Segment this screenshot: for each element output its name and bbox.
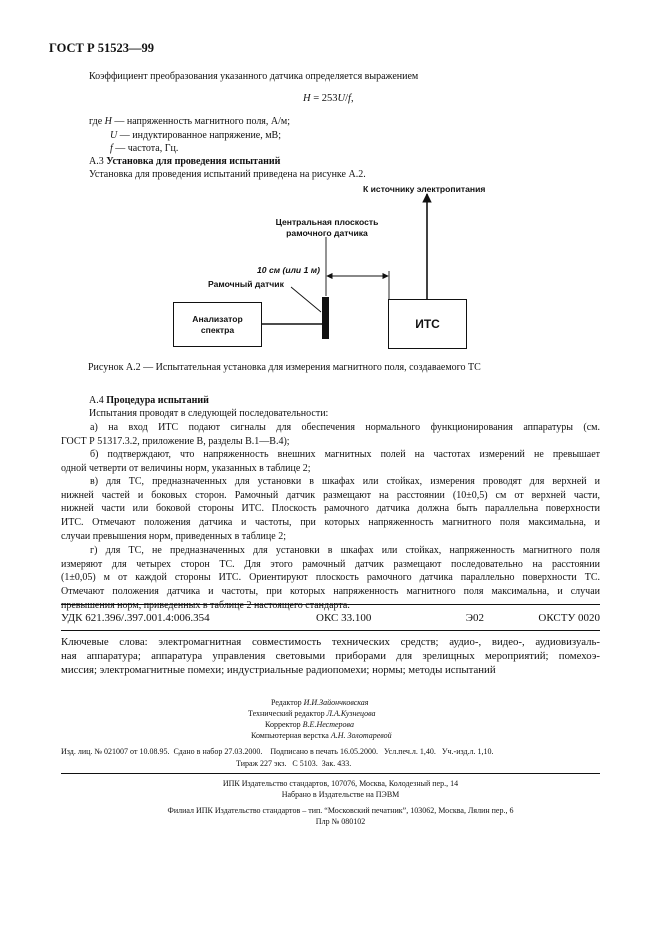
credit-role: Редактор xyxy=(271,698,304,707)
section-number: А.3 xyxy=(89,156,107,167)
oks-code: ОКС 33.100 xyxy=(316,612,372,624)
section-title: Процедура испытаний xyxy=(106,395,209,406)
item-a xyxy=(61,421,600,448)
e-code: Э02 xyxy=(465,612,484,624)
keywords-line: ная аппаратура; аппаратура управления световыми приборами для зрелищных мероприятий; помехоэ- xyxy=(61,649,600,662)
credit-name: И.И.Зайончковская xyxy=(303,698,369,707)
item-line: в) для ТС, предназначенных для установки в шкафах или стойках, измерения проводят для верхней и xyxy=(90,476,600,487)
formula-u: U xyxy=(337,93,346,104)
plane-label-line-2: рамочного датчика xyxy=(286,228,368,238)
where-sym: H xyxy=(104,116,112,127)
imprint-line-1: Изд. лиц. № 021007 от 10.08.95. Сдано в набор 27.03.2000. Подписано в печать 16.05.2000. Усл.печ.л. 1,40. Уч.-изд.л. 1,10. xyxy=(61,747,494,756)
item-line: г) для ТС, не предназначенных для установки в шкафах или стойках, напряженность магнитного поля xyxy=(90,545,600,556)
formula xyxy=(303,93,354,104)
page-header: ГОСТ Р 51523—99 xyxy=(49,41,155,55)
formula-end: , xyxy=(350,93,354,104)
credit-name: А.Н. Золотаревой xyxy=(330,731,392,740)
item-c xyxy=(61,475,600,544)
plane-label-line-1: Центральная плоскость xyxy=(275,217,379,227)
where-prefix: где xyxy=(89,116,105,127)
item-line: превышения норм, приведенных в таблице 2 настоящего стандарта. xyxy=(61,599,350,611)
keywords-line: Ключевые слова: электромагнитная совместимость технических средств; аудио-, видео-, аудиовизуаль- xyxy=(61,636,600,648)
where-sym: U xyxy=(110,130,118,141)
section-a4-intro: Испытания проводят в следующей последовательности: xyxy=(89,408,329,419)
publisher xyxy=(0,778,661,827)
item-line: ИТС. Отмечают положения датчика и частоты, при которых напряженность магнитного поля максимальна, и xyxy=(61,517,600,529)
credits xyxy=(0,697,661,741)
divider xyxy=(61,773,600,774)
item-line: Отмечают положения датчика и частоты, при которых напряженность магнитного поля максимальна, и случаи xyxy=(61,586,600,598)
imprint-line-2: Тираж 227 экз. С 5103. Зак. 433. xyxy=(236,759,352,768)
where-line-h xyxy=(89,115,290,129)
credit-name: Л.А.Кузнецова xyxy=(326,709,376,718)
divider xyxy=(61,630,600,631)
where-line-f xyxy=(110,142,178,156)
analyzer-line-2: спектра xyxy=(200,324,235,335)
figure-caption: Рисунок А.2 — Испытательная установка для измерения магнитного поля, создаваемого ТС xyxy=(88,362,481,373)
publisher-line: ИПК Издательство стандартов, 107076, Москва, Колодезный пер., 14 xyxy=(222,779,459,788)
publisher-line: Набрано в Издательстве на ПЭВМ xyxy=(281,790,400,799)
section-a3-heading xyxy=(89,155,280,169)
credit-line xyxy=(0,708,661,719)
item-line: случаи превышения норм, приведенных в таблице 2; xyxy=(61,530,286,542)
item-line: измеряют для четырех сторон ТС. Для этого рамочный датчик размещают последовательно на расстоянии xyxy=(61,558,600,570)
plane-label xyxy=(272,217,382,239)
credit-role: Компьютерная верстка xyxy=(251,731,331,740)
keywords-line: миссия; электромагнитные помехи; индустриальные радиопомехи; нормы; методы испытаний xyxy=(61,663,496,676)
publisher-line: Филиал ИПК Издательство стандартов – тип. “Московский печатник”, 103062, Москва, Лялин пер., 6 xyxy=(167,806,514,815)
item-line: б) подтверждают, что напряженность внешних магнитных полей на частотах измерений не превышает xyxy=(90,449,600,460)
item-line: нижней части или боковой стороны ИТС. Плоскость рамочного датчика должна быть параллельна поверхности xyxy=(61,503,600,515)
credit-role: Корректор xyxy=(265,720,303,729)
item-line: (1±0,05) м от каждой стороны ИТС. Ориентируют плоскость рамочного датчика параллельно поверхности ТС. xyxy=(61,572,600,584)
item-b xyxy=(61,448,600,475)
section-a3-text: Установка для проведения испытаний приведена на рисунке А.2. xyxy=(89,169,366,180)
item-line: ГОСТ Р 51317.3.2, приложение В, разделы В.1—В.4); xyxy=(61,435,290,447)
formula-h: H xyxy=(303,93,311,104)
keywords xyxy=(61,636,600,677)
where-text: — частота, Гц. xyxy=(112,143,179,154)
sensor-leader xyxy=(291,287,321,312)
credit-name: В.Е.Нестерова xyxy=(302,720,354,729)
publisher-line: Плр № 080102 xyxy=(315,817,366,826)
credit-line xyxy=(0,719,661,730)
sensor-label: Рамочный датчик xyxy=(208,279,284,289)
okstu-code: ОКСТУ 0020 xyxy=(538,612,600,624)
formula-intro: Коэффициент преобразования указанного датчика определяется выражением xyxy=(89,71,419,82)
credit-line xyxy=(0,730,661,741)
item-line: нижней частей и боковых сторон. Рамочный датчик размещают на расстоянии (10±0,5) см от верхней части, xyxy=(61,489,600,501)
distance-label: 10 см (или 1 м) xyxy=(257,265,320,275)
section-title: Установка для проведения испытаний xyxy=(106,156,281,167)
formula-eq: = 253 xyxy=(310,93,338,104)
spectrum-analyzer-box xyxy=(173,302,262,347)
divider xyxy=(61,604,600,605)
section-a4-heading xyxy=(89,394,209,408)
formula-slash: / xyxy=(345,93,349,104)
credit-line xyxy=(0,697,661,708)
where-line-u xyxy=(110,129,281,143)
its-box: ИТС xyxy=(388,299,467,349)
classification-row xyxy=(61,612,600,624)
section-number: А.4 xyxy=(89,395,107,406)
item-d xyxy=(61,544,600,613)
where-text: — индуктированное напряжение, мВ; xyxy=(117,130,282,141)
udk-code: УДК 621.396/.397.001.4:006.354 xyxy=(61,612,210,624)
where-text: — напряженность магнитного поля, А/м; xyxy=(111,116,291,127)
formula-f: f xyxy=(348,93,351,104)
item-line: одной четверти от величины норм, указанных в таблице 2; xyxy=(61,462,311,474)
analyzer-line-1: Анализатор xyxy=(192,313,243,324)
where-sym: f xyxy=(110,143,113,154)
loop-sensor xyxy=(322,297,329,339)
credit-role: Технический редактор xyxy=(248,709,327,718)
item-line: а) на вход ИТС подают сигналы для обеспечения нормального функционирования аппаратуры (см. xyxy=(90,422,600,433)
power-label: К источнику электропитания xyxy=(363,184,486,194)
